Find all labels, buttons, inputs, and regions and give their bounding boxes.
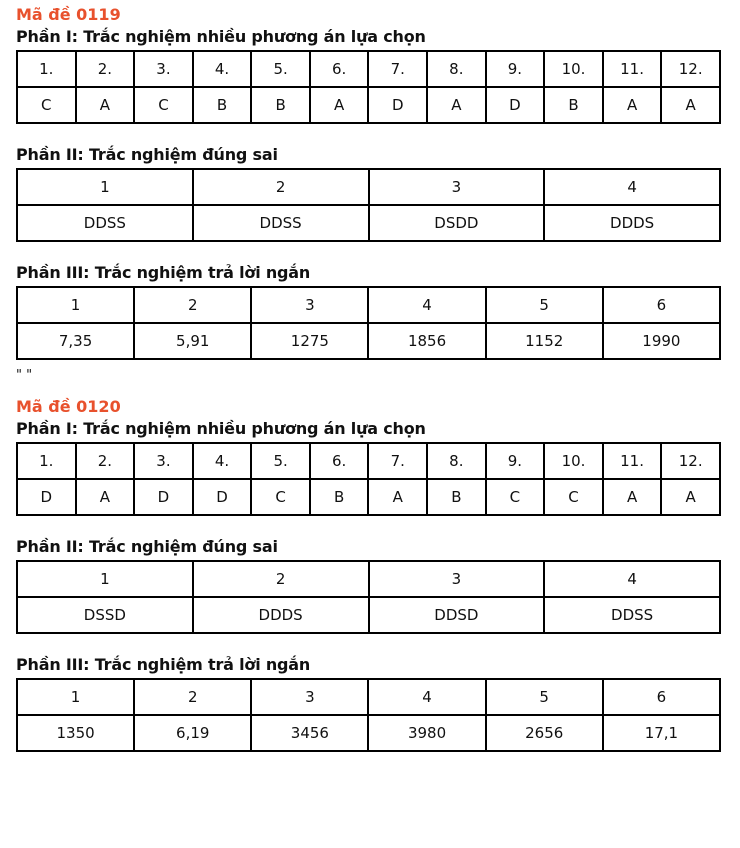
table-cell: A: [603, 87, 662, 123]
table-cell: D: [17, 479, 76, 515]
table-cell: 10.: [544, 51, 603, 87]
table-cell: 1: [17, 169, 193, 205]
table-cell: 10.: [544, 443, 603, 479]
table-cell: DSDD: [369, 205, 545, 241]
table-cell: 3.: [134, 51, 193, 87]
part1-table: [16, 50, 721, 124]
answer-code-block: [16, 396, 722, 752]
table-answer-row: [17, 597, 720, 633]
table-cell: 2: [134, 287, 251, 323]
part3-title: Phần III: Trắc nghiệm trả lời ngắn: [16, 263, 311, 282]
table-cell: 5.: [251, 443, 310, 479]
table-cell: 3.: [134, 443, 193, 479]
part2-table: [16, 560, 721, 634]
table-cell: 17,1: [603, 715, 720, 751]
table-cell: 2.: [76, 51, 135, 87]
table-cell: 4.: [193, 443, 252, 479]
table-cell: 1275: [251, 323, 368, 359]
table-cell: 12.: [661, 51, 720, 87]
table-answer-row: [17, 205, 720, 241]
table-cell: 7,35: [17, 323, 134, 359]
part3-table: [16, 286, 721, 360]
table-cell: 1990: [603, 323, 720, 359]
table-cell: D: [486, 87, 545, 123]
table-header-row: [17, 287, 720, 323]
table-cell: DDSS: [17, 205, 193, 241]
table-header-row: [17, 169, 720, 205]
table-cell: 8.: [427, 51, 486, 87]
table-cell: 3980: [368, 715, 485, 751]
table-cell: 1: [17, 679, 134, 715]
table-cell: 8.: [427, 443, 486, 479]
table-cell: 5.: [251, 51, 310, 87]
table-cell: DDSS: [544, 597, 720, 633]
separator-text: " ": [16, 368, 33, 383]
table-cell: 2: [193, 561, 369, 597]
table-cell: A: [76, 87, 135, 123]
table-cell: 4: [544, 561, 720, 597]
table-cell: 3456: [251, 715, 368, 751]
table-cell: 1350: [17, 715, 134, 751]
table-cell: A: [310, 87, 369, 123]
table-cell: D: [134, 479, 193, 515]
table-cell: 1.: [17, 51, 76, 87]
table-cell: 4: [544, 169, 720, 205]
table-cell: B: [310, 479, 369, 515]
table-header-row: [17, 679, 720, 715]
table-cell: DSSD: [17, 597, 193, 633]
table-header-row: [17, 51, 720, 87]
table-header-row: [17, 561, 720, 597]
table-cell: 6: [603, 679, 720, 715]
table-cell: 6: [603, 287, 720, 323]
part2-title: Phần II: Trắc nghiệm đúng sai: [16, 537, 278, 556]
table-cell: B: [427, 479, 486, 515]
table-cell: 4.: [193, 51, 252, 87]
table-cell: C: [17, 87, 76, 123]
code-title: Mã đề 0120: [16, 397, 121, 416]
table-cell: 11.: [603, 51, 662, 87]
table-cell: A: [76, 479, 135, 515]
table-cell: C: [486, 479, 545, 515]
table-cell: 1: [17, 287, 134, 323]
part2-table: [16, 168, 721, 242]
table-cell: B: [544, 87, 603, 123]
table-answer-row: [17, 87, 720, 123]
table-cell: A: [661, 87, 720, 123]
table-cell: B: [251, 87, 310, 123]
table-cell: DDDS: [544, 205, 720, 241]
table-cell: 9.: [486, 443, 545, 479]
table-cell: 6,19: [134, 715, 251, 751]
table-cell: D: [193, 479, 252, 515]
table-cell: 1.: [17, 443, 76, 479]
table-cell: C: [134, 87, 193, 123]
table-cell: 7.: [368, 443, 427, 479]
table-cell: 6.: [310, 443, 369, 479]
table-cell: 3: [251, 287, 368, 323]
table-cell: 4: [368, 679, 485, 715]
table-cell: 1152: [486, 323, 603, 359]
code-title: Mã đề 0119: [16, 5, 121, 24]
table-cell: 1856: [368, 323, 485, 359]
table-cell: DDSS: [193, 205, 369, 241]
table-answer-row: [17, 323, 720, 359]
table-cell: 6.: [310, 51, 369, 87]
part2-title: Phần II: Trắc nghiệm đúng sai: [16, 145, 278, 164]
part1-table: [16, 442, 721, 516]
table-cell: A: [603, 479, 662, 515]
table-header-row: [17, 443, 720, 479]
table-cell: 3: [369, 169, 545, 205]
table-cell: A: [427, 87, 486, 123]
table-cell: 5: [486, 287, 603, 323]
table-answer-row: [17, 715, 720, 751]
part1-title: Phần I: Trắc nghiệm nhiều phương án lựa chọn: [16, 419, 426, 438]
table-cell: D: [368, 87, 427, 123]
table-cell: C: [544, 479, 603, 515]
table-cell: A: [661, 479, 720, 515]
part3-title: Phần III: Trắc nghiệm trả lời ngắn: [16, 655, 311, 674]
table-cell: 9.: [486, 51, 545, 87]
table-cell: 2656: [486, 715, 603, 751]
table-cell: 12.: [661, 443, 720, 479]
table-cell: B: [193, 87, 252, 123]
answer-code-block: [16, 4, 722, 360]
table-cell: 4: [368, 287, 485, 323]
table-cell: 2.: [76, 443, 135, 479]
table-cell: 1: [17, 561, 193, 597]
table-cell: A: [368, 479, 427, 515]
table-cell: 2: [193, 169, 369, 205]
part1-title: Phần I: Trắc nghiệm nhiều phương án lựa chọn: [16, 27, 426, 46]
table-cell: DDDS: [193, 597, 369, 633]
table-cell: 11.: [603, 443, 662, 479]
table-cell: 5,91: [134, 323, 251, 359]
table-cell: 7.: [368, 51, 427, 87]
table-cell: 3: [251, 679, 368, 715]
table-cell: DDSD: [369, 597, 545, 633]
table-cell: 5: [486, 679, 603, 715]
table-cell: 2: [134, 679, 251, 715]
table-cell: 3: [369, 561, 545, 597]
table-cell: C: [251, 479, 310, 515]
part3-table: [16, 678, 721, 752]
table-answer-row: [17, 479, 720, 515]
